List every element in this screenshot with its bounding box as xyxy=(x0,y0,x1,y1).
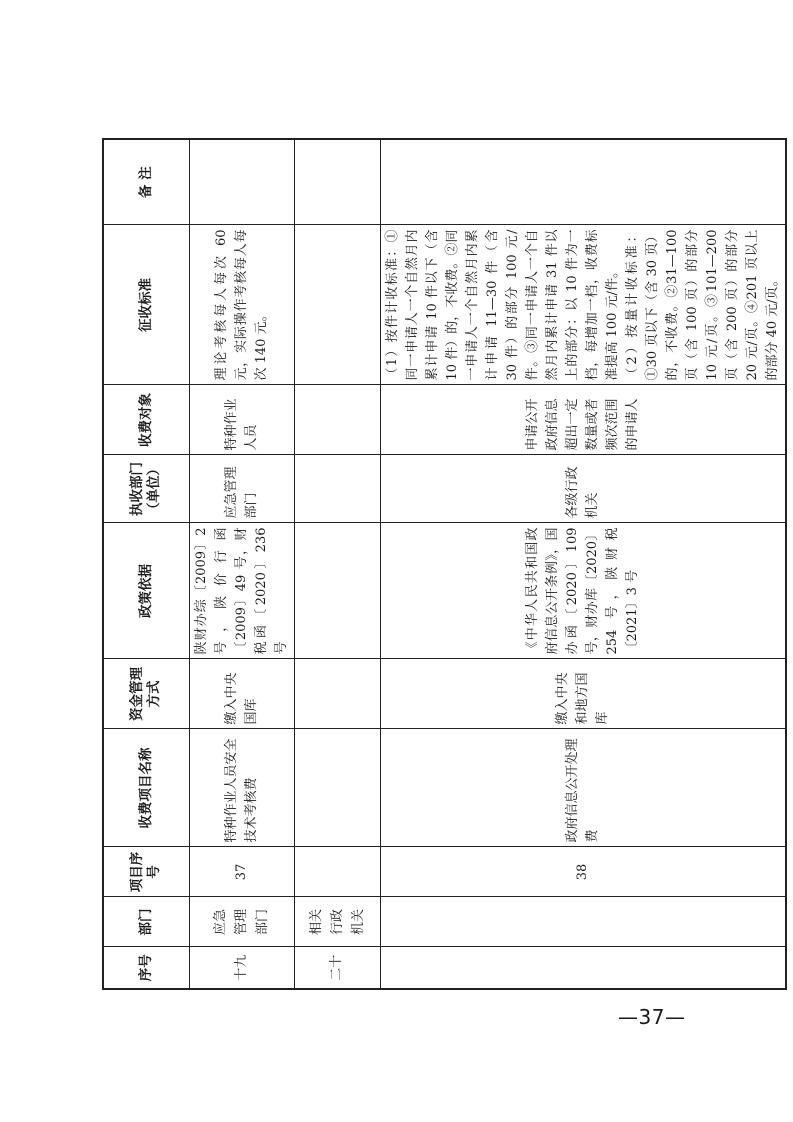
cell-policy xyxy=(294,523,380,659)
table-rotated-container xyxy=(102,140,780,990)
cell-agency xyxy=(294,455,380,523)
cell-standard xyxy=(294,225,380,385)
dept-label: 相关行政机关 xyxy=(308,909,366,936)
standard-text-per-page: （2）按量计收标准：①30 页以下（含 30 页）的，不收费。②31—100 页（含 100 页）的部分 10 元/页。③101—200 页（含 200 页）的部分 20 元/页。④201 页以上的部分 40 元/页。 xyxy=(624,229,780,381)
dept-label: 应急管理部门 xyxy=(213,909,270,936)
cell-item-seq: 37 xyxy=(189,847,294,897)
cell-seq: 十九 xyxy=(189,947,294,989)
cell-payer: 特种作业人员 xyxy=(189,385,294,455)
cell-payer: 申请公开政府信息超出一定数量或者频次范围的申请人 xyxy=(380,385,786,455)
table-row xyxy=(380,139,786,989)
cell-fund-mgmt xyxy=(294,659,380,729)
cell-standard xyxy=(380,225,786,385)
cell-item-seq: 38 xyxy=(380,847,786,897)
header-payer: 收费对象 xyxy=(103,385,189,455)
header-standard: 征收标准 xyxy=(103,225,189,385)
fee-table xyxy=(102,138,787,990)
header-seq: 序号 xyxy=(103,947,189,989)
cell-standard xyxy=(189,225,294,385)
cell-fund-mgmt: 缴入中央国库 xyxy=(189,659,294,729)
cell-seq xyxy=(380,947,786,989)
header-agency: 执收部门（单位） xyxy=(103,455,189,523)
cell-remark xyxy=(294,139,380,225)
cell-agency: 各级行政机关 xyxy=(380,455,786,523)
header-policy: 政策依据 xyxy=(103,523,189,659)
cell-item-name: 特种作业人员安全技术考核费 xyxy=(189,729,294,847)
cell-dept xyxy=(189,897,294,947)
table-row xyxy=(294,139,380,989)
cell-seq: 二十 xyxy=(294,947,380,989)
standard-text: 理论考核每人每次 60 元，实际操作考核每人每次 140 元。 xyxy=(213,229,269,381)
cell-remark xyxy=(380,139,786,225)
header-dept: 部门 xyxy=(103,897,189,947)
header-remark: 备 注 xyxy=(103,139,189,225)
cell-item-seq xyxy=(294,847,380,897)
cell-agency: 应急管理部门 xyxy=(189,455,294,523)
cell-fund-mgmt: 缴入中央和地方国库 xyxy=(380,659,786,729)
header-row xyxy=(103,139,189,989)
cell-policy: 陕财办综〔2009〕2 号，陕价行函〔2009〕49 号，财税函〔2020〕236 号 xyxy=(189,523,294,659)
cell-dept xyxy=(380,897,786,947)
standard-text-per-item: （1）按件计收标准：①同一申请人一个自然月内累计申请 10 件以下（含 10 件）的，不收费。②同一申请人一个自然月内累计申请 11—30 件（含 30 件）的部分 100 元/件。③同一申请人一个自然月内累计申请 31 件以上的部分：以 10 件为一档，每增加一档，收费标准提高 100 元/件。 xyxy=(384,229,620,381)
cell-policy: 《中华人民共和国政府信息公开条例》，国办函〔2020〕109 号，财办库〔2020〕254 号，陕财税〔2021〕3 号 xyxy=(380,523,786,659)
table-row xyxy=(189,139,294,989)
header-item-name: 收费项目名称 xyxy=(103,729,189,847)
cell-payer xyxy=(294,385,380,455)
page-number: —37— xyxy=(618,1005,686,1029)
cell-item-name: 政府信息公开处理费 xyxy=(380,729,786,847)
header-item-seq: 项目序号 xyxy=(103,847,189,897)
cell-dept xyxy=(294,897,380,947)
cell-item-name xyxy=(294,729,380,847)
header-fund-mgmt: 资金管理方式 xyxy=(103,659,189,729)
cell-remark xyxy=(189,139,294,225)
